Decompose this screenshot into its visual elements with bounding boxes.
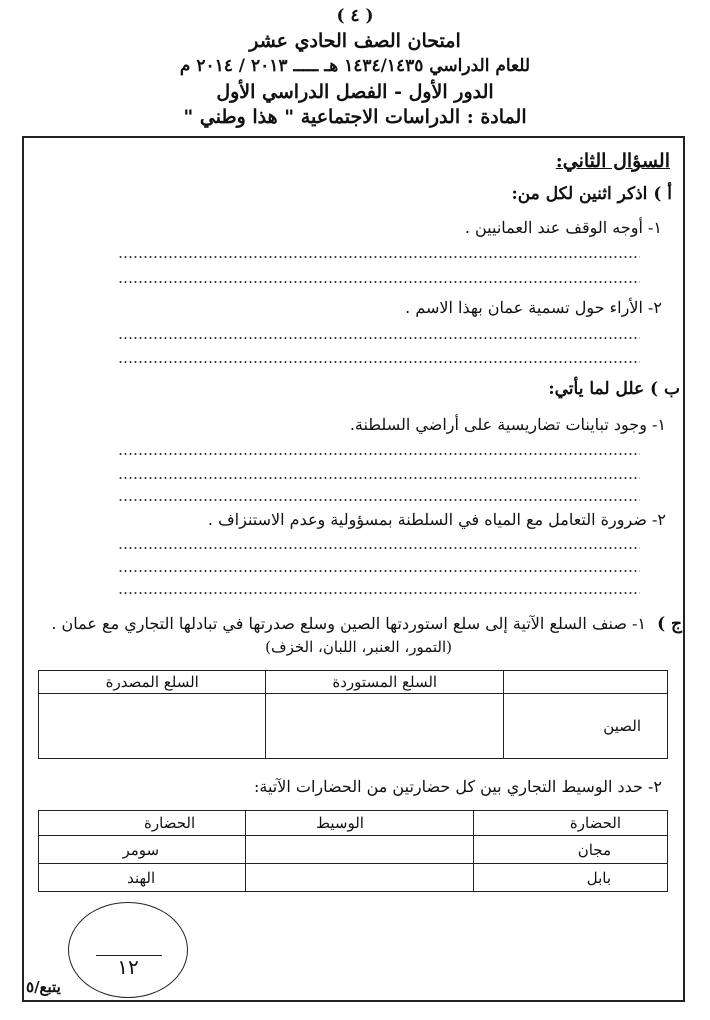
continue-note: يتبع/٥ xyxy=(26,978,61,996)
civilization-cell: مجان xyxy=(473,836,667,864)
goods-list: (التمور، العنبر، اللبان، الخزف) xyxy=(265,638,452,656)
exported-goods-cell[interactable] xyxy=(39,694,266,759)
answer-line xyxy=(118,453,640,455)
intermediary-cell[interactable] xyxy=(246,864,474,892)
table-row xyxy=(39,864,668,892)
part-b-heading: ب ) علل لما يأتي: xyxy=(548,379,680,399)
answer-line xyxy=(118,281,640,283)
goods-classification-table xyxy=(38,670,668,759)
answer-line xyxy=(118,592,640,594)
table-header-exported: السلع المصدرة xyxy=(39,671,266,694)
question-title: السؤال الثاني: xyxy=(555,150,670,172)
trade-intermediary-table xyxy=(38,810,668,892)
civilization-cell: سومر xyxy=(39,836,246,864)
table-header-civilization: الحضارة xyxy=(473,811,667,836)
exam-subject: المادة : الدراسات الاجتماعية " هذا وطني " xyxy=(183,106,527,128)
score-circle xyxy=(68,902,188,998)
answer-line xyxy=(118,361,640,363)
academic-year: للعام الدراسي ١٤٣٤/١٤٣٥ هـ ـــــ ٢٠١٣ / ٢٠١٤ م xyxy=(179,56,531,76)
civilization-cell: الهند xyxy=(39,864,246,892)
table-header-imported: السلع المستوردة xyxy=(266,671,504,694)
answer-line xyxy=(118,477,640,479)
imported-goods-cell[interactable] xyxy=(266,694,504,759)
answer-line xyxy=(118,547,640,549)
row-label-china: الصين xyxy=(504,694,668,759)
table-row xyxy=(39,836,668,864)
exam-title: امتحان الصف الحادي عشر xyxy=(249,30,461,52)
table-header-empty xyxy=(504,671,668,694)
part-a-item-1: ١- أوجه الوقف عند العمانيين . xyxy=(464,218,662,237)
page-number: ( ٤ ) xyxy=(336,6,374,26)
score-value: ١٢ xyxy=(117,955,139,979)
intermediary-cell[interactable] xyxy=(246,836,474,864)
table-header-civilization: الحضارة xyxy=(39,811,246,836)
civilization-cell: بابل xyxy=(473,864,667,892)
answer-line xyxy=(118,337,640,339)
answer-line xyxy=(118,256,640,258)
table-row xyxy=(39,694,668,759)
part-b-item-1: ١- وجود تباينات تضاريسية على أراضي السلطنة. xyxy=(349,415,666,434)
part-a-item-2: ٢- الأراء حول تسمية عمان بهذا الاسم . xyxy=(405,298,662,317)
table-header-intermediary: الوسيط xyxy=(246,811,474,836)
part-c-item-2: ٢- حدد الوسيط التجاري بين كل حضارتين من الحضارات الآتية: xyxy=(253,777,662,796)
part-c-label: ج ) xyxy=(657,614,682,634)
answer-line xyxy=(118,499,640,501)
part-b-item-2: ٢- ضرورة التعامل مع المياه في السلطنة بمسؤولية وعدم الاستنزاف . xyxy=(207,510,666,529)
exam-session: الدور الأول - الفصل الدراسي الأول xyxy=(216,81,494,103)
part-c-item-1: ١- صنف السلع الآتية إلى سلع استوردتها الصين وسلع صدرتها في تبادلها التجاري مع عمان . xyxy=(51,614,646,633)
answer-line xyxy=(118,570,640,572)
part-a-heading: أ ) اذكر اثنين لكل من: xyxy=(511,184,672,204)
